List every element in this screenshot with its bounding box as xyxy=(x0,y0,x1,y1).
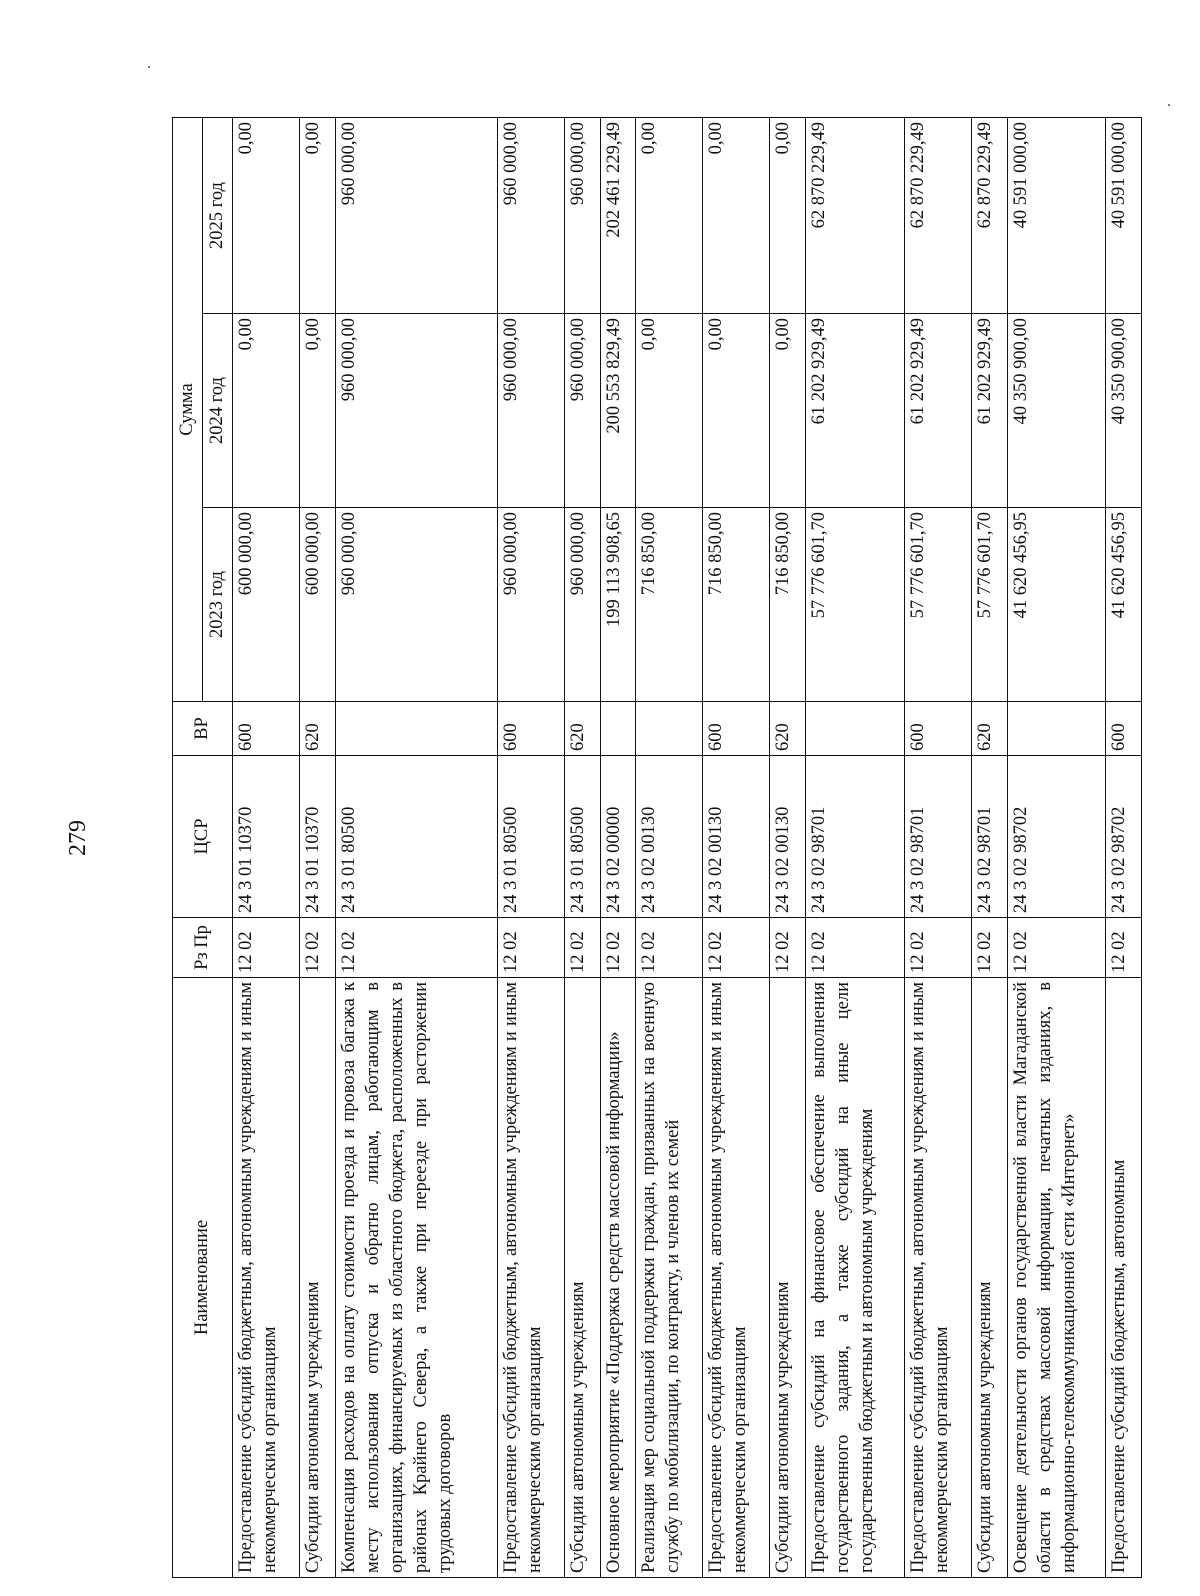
rotated-table-container xyxy=(172,118,1142,1578)
row-2023-cell: 57 776 601,70 xyxy=(971,508,1007,702)
row-rz: 12 xyxy=(1010,954,1031,973)
table-row xyxy=(233,117,300,1577)
row-name-cell: Освещение деятельности органов государственной власти Магаданской области в средствах массовой информации, печатных изданиях, в информационно-телекоммуникационной сети «Интернет» xyxy=(1007,978,1106,1578)
table-row xyxy=(904,117,971,1577)
row-pr: 02 xyxy=(603,931,624,950)
row-2024-cell: 0,00 xyxy=(300,314,336,508)
table-row xyxy=(600,117,636,1577)
row-rz-pr-cell xyxy=(971,918,1007,978)
row-csr-cell: 24 3 01 10370 xyxy=(233,756,300,918)
row-pr: 02 xyxy=(500,931,521,950)
table-row xyxy=(971,117,1007,1577)
row-pr: 02 xyxy=(907,931,928,950)
table-row xyxy=(564,117,600,1577)
row-rz: 12 xyxy=(603,954,624,973)
row-2024-cell: 200 553 829,49 xyxy=(600,314,636,508)
table-row xyxy=(497,117,564,1577)
row-rz-pr-cell xyxy=(233,918,300,978)
row-2025-cell: 62 870 229,49 xyxy=(805,117,904,313)
header-2024: 2024 год xyxy=(203,314,233,508)
row-name-cell: Субсидии автономным учреждениям xyxy=(300,978,336,1578)
row-rz: 12 xyxy=(907,954,928,973)
row-pr: 02 xyxy=(303,931,324,950)
row-2024-cell: 0,00 xyxy=(703,314,770,508)
row-vr-cell: 600 xyxy=(1106,702,1142,756)
row-2024-cell: 960 000,00 xyxy=(335,314,497,508)
header-rz-pr: Рз Пр xyxy=(173,918,233,978)
row-vr-cell: 620 xyxy=(770,702,806,756)
row-2024-cell: 960 000,00 xyxy=(497,314,564,508)
row-2025-cell: 960 000,00 xyxy=(497,117,564,313)
row-rz-pr-cell xyxy=(335,918,497,978)
row-csr-cell: 24 3 01 10370 xyxy=(300,756,336,918)
row-rz-pr-cell xyxy=(497,918,564,978)
header-vr: ВР xyxy=(173,702,233,756)
row-pr: 02 xyxy=(1010,931,1031,950)
row-vr-cell: 620 xyxy=(971,702,1007,756)
row-rz: 12 xyxy=(338,954,359,973)
row-name-cell: Компенсация расходов на оплату стоимости проезда и провоза багажа к месту использования отпуска и обратно лицам, работающим в организациях, финансируемых из областного бюджета, расположенных в районах Крайнего Севера, а также при переезде при расторжении трудовых договоров xyxy=(335,978,497,1578)
row-2025-cell: 40 591 000,00 xyxy=(1007,117,1106,313)
row-csr-cell: 24 3 02 00000 xyxy=(600,756,636,918)
row-vr-cell: 620 xyxy=(564,702,600,756)
table-body xyxy=(233,117,1142,1577)
row-vr-cell: 600 xyxy=(703,702,770,756)
row-csr-cell: 24 3 02 00130 xyxy=(770,756,806,918)
table-row xyxy=(300,117,336,1577)
row-rz-pr-cell xyxy=(770,918,806,978)
row-csr-cell: 24 3 01 80500 xyxy=(335,756,497,918)
row-name-cell: Субсидии автономным учреждениям xyxy=(971,978,1007,1578)
row-csr-cell: 24 3 02 98701 xyxy=(805,756,904,918)
row-2023-cell: 960 000,00 xyxy=(497,508,564,702)
row-name-cell: Предоставление субсидий на финансовое обеспечение выполнения государственного задания, а также субсидий на иные цели государственным бюджетным и автономным учреждениям xyxy=(805,978,904,1578)
table-row xyxy=(335,117,497,1577)
row-2023-cell: 960 000,00 xyxy=(564,508,600,702)
row-rz: 12 xyxy=(706,954,727,973)
row-vr-cell: 600 xyxy=(497,702,564,756)
row-rz-pr-cell xyxy=(1106,918,1142,978)
row-2023-cell: 716 850,00 xyxy=(770,508,806,702)
table-row xyxy=(1007,117,1106,1577)
row-2025-cell: 0,00 xyxy=(300,117,336,313)
row-pr: 02 xyxy=(808,931,829,950)
row-2025-cell: 62 870 229,49 xyxy=(904,117,971,313)
row-2025-cell: 0,00 xyxy=(703,117,770,313)
row-pr: 02 xyxy=(639,931,660,950)
row-2023-cell: 199 113 908,65 xyxy=(600,508,636,702)
row-rz: 12 xyxy=(773,954,794,973)
table-row xyxy=(636,117,703,1577)
row-2023-cell: 57 776 601,70 xyxy=(904,508,971,702)
row-csr-cell: 24 3 02 00130 xyxy=(636,756,703,918)
row-rz: 12 xyxy=(639,954,660,973)
row-name-cell: Предоставление субсидий бюджетным, автономным учреждениям и иным некоммерческим организациям xyxy=(233,978,300,1578)
row-vr-cell: 600 xyxy=(904,702,971,756)
row-pr: 02 xyxy=(706,931,727,950)
row-vr-cell xyxy=(636,702,703,756)
row-csr-cell: 24 3 01 80500 xyxy=(497,756,564,918)
row-2024-cell: 40 350 900,00 xyxy=(1106,314,1142,508)
row-pr: 02 xyxy=(1109,931,1130,950)
table-header xyxy=(173,117,233,1577)
row-2024-cell: 0,00 xyxy=(636,314,703,508)
row-2025-cell: 960 000,00 xyxy=(335,117,497,313)
row-rz: 12 xyxy=(303,954,324,973)
row-csr-cell: 24 3 01 80500 xyxy=(564,756,600,918)
header-csr: ЦСР xyxy=(173,756,233,918)
table-row xyxy=(770,117,806,1577)
scan-speck xyxy=(1168,104,1170,106)
row-2025-cell: 62 870 229,49 xyxy=(971,117,1007,313)
page-number: 279 xyxy=(65,820,91,856)
row-2025-cell: 0,00 xyxy=(770,117,806,313)
row-2023-cell: 716 850,00 xyxy=(703,508,770,702)
row-2024-cell: 61 202 929,49 xyxy=(904,314,971,508)
header-sum: Сумма xyxy=(173,117,203,701)
row-pr: 02 xyxy=(974,931,995,950)
row-2023-cell: 716 850,00 xyxy=(636,508,703,702)
row-name-cell: Предоставление субсидий бюджетным, автономным учреждениям и иным некоммерческим организациям xyxy=(497,978,564,1578)
row-rz-pr-cell xyxy=(805,918,904,978)
row-2024-cell: 0,00 xyxy=(233,314,300,508)
row-csr-cell: 24 3 02 98702 xyxy=(1106,756,1142,918)
table-row xyxy=(703,117,770,1577)
row-rz-pr-cell xyxy=(636,918,703,978)
scan-speck xyxy=(148,66,150,68)
row-pr: 02 xyxy=(567,931,588,950)
row-vr-cell xyxy=(1007,702,1106,756)
row-2025-cell: 40 591 000,00 xyxy=(1106,117,1142,313)
row-2024-cell: 0,00 xyxy=(770,314,806,508)
row-rz: 12 xyxy=(567,954,588,973)
row-name-cell: Предоставление субсидий бюджетным, автономным xyxy=(1106,978,1142,1578)
row-rz: 12 xyxy=(1109,954,1130,973)
row-2025-cell: 0,00 xyxy=(636,117,703,313)
row-2025-cell: 0,00 xyxy=(233,117,300,313)
budget-table xyxy=(172,117,1142,1578)
row-2023-cell: 600 000,00 xyxy=(233,508,300,702)
row-2024-cell: 40 350 900,00 xyxy=(1007,314,1106,508)
row-name-cell: Предоставление субсидий бюджетным, автономным учреждениям и иным некоммерческим организациям xyxy=(904,978,971,1578)
row-rz-pr-cell xyxy=(564,918,600,978)
row-csr-cell: 24 3 02 98701 xyxy=(904,756,971,918)
row-csr-cell: 24 3 02 00130 xyxy=(703,756,770,918)
row-rz-pr-cell xyxy=(703,918,770,978)
row-vr-cell: 620 xyxy=(300,702,336,756)
row-vr-cell xyxy=(600,702,636,756)
row-rz: 12 xyxy=(236,954,256,973)
row-2024-cell: 61 202 929,49 xyxy=(805,314,904,508)
row-name-cell: Реализация мер социальной поддержки граждан, призванных на военную службу по мобилизации, по контракту, и членов их семей xyxy=(636,978,703,1578)
row-2023-cell: 41 620 456,95 xyxy=(1007,508,1106,702)
row-csr-cell: 24 3 02 98702 xyxy=(1007,756,1106,918)
row-rz-pr-cell xyxy=(904,918,971,978)
row-2024-cell: 61 202 929,49 xyxy=(971,314,1007,508)
row-2025-cell: 202 461 229,49 xyxy=(600,117,636,313)
row-rz-pr-cell xyxy=(1007,918,1106,978)
row-pr: 02 xyxy=(773,931,794,950)
row-vr-cell xyxy=(805,702,904,756)
row-rz-pr-cell xyxy=(600,918,636,978)
row-name-cell: Предоставление субсидий бюджетным, автономным учреждениям и иным некоммерческим организациям xyxy=(703,978,770,1578)
row-csr-cell: 24 3 02 98701 xyxy=(971,756,1007,918)
row-rz: 12 xyxy=(808,954,829,973)
table-row xyxy=(1106,117,1142,1577)
row-2024-cell: 960 000,00 xyxy=(564,314,600,508)
row-name-cell: Субсидии автономным учреждениям xyxy=(564,978,600,1578)
row-2023-cell: 57 776 601,70 xyxy=(805,508,904,702)
row-vr-cell: 600 xyxy=(233,702,300,756)
row-name-cell: Основное мероприятие «Поддержка средств массовой информации» xyxy=(600,978,636,1578)
row-name-cell: Субсидии автономным учреждениям xyxy=(770,978,806,1578)
table-row xyxy=(805,117,904,1577)
row-2023-cell: 41 620 456,95 xyxy=(1106,508,1142,702)
header-2025: 2025 год xyxy=(203,117,233,313)
row-rz: 12 xyxy=(974,954,995,973)
header-2023: 2023 год xyxy=(203,508,233,702)
row-vr-cell xyxy=(335,702,497,756)
row-pr: 02 xyxy=(338,931,359,950)
row-2023-cell: 960 000,00 xyxy=(335,508,497,702)
header-name: Наименование xyxy=(173,978,233,1578)
row-2023-cell: 600 000,00 xyxy=(300,508,336,702)
row-rz-pr-cell xyxy=(300,918,336,978)
row-2025-cell: 960 000,00 xyxy=(564,117,600,313)
row-rz: 12 xyxy=(500,954,521,973)
row-pr: 02 xyxy=(236,931,256,950)
